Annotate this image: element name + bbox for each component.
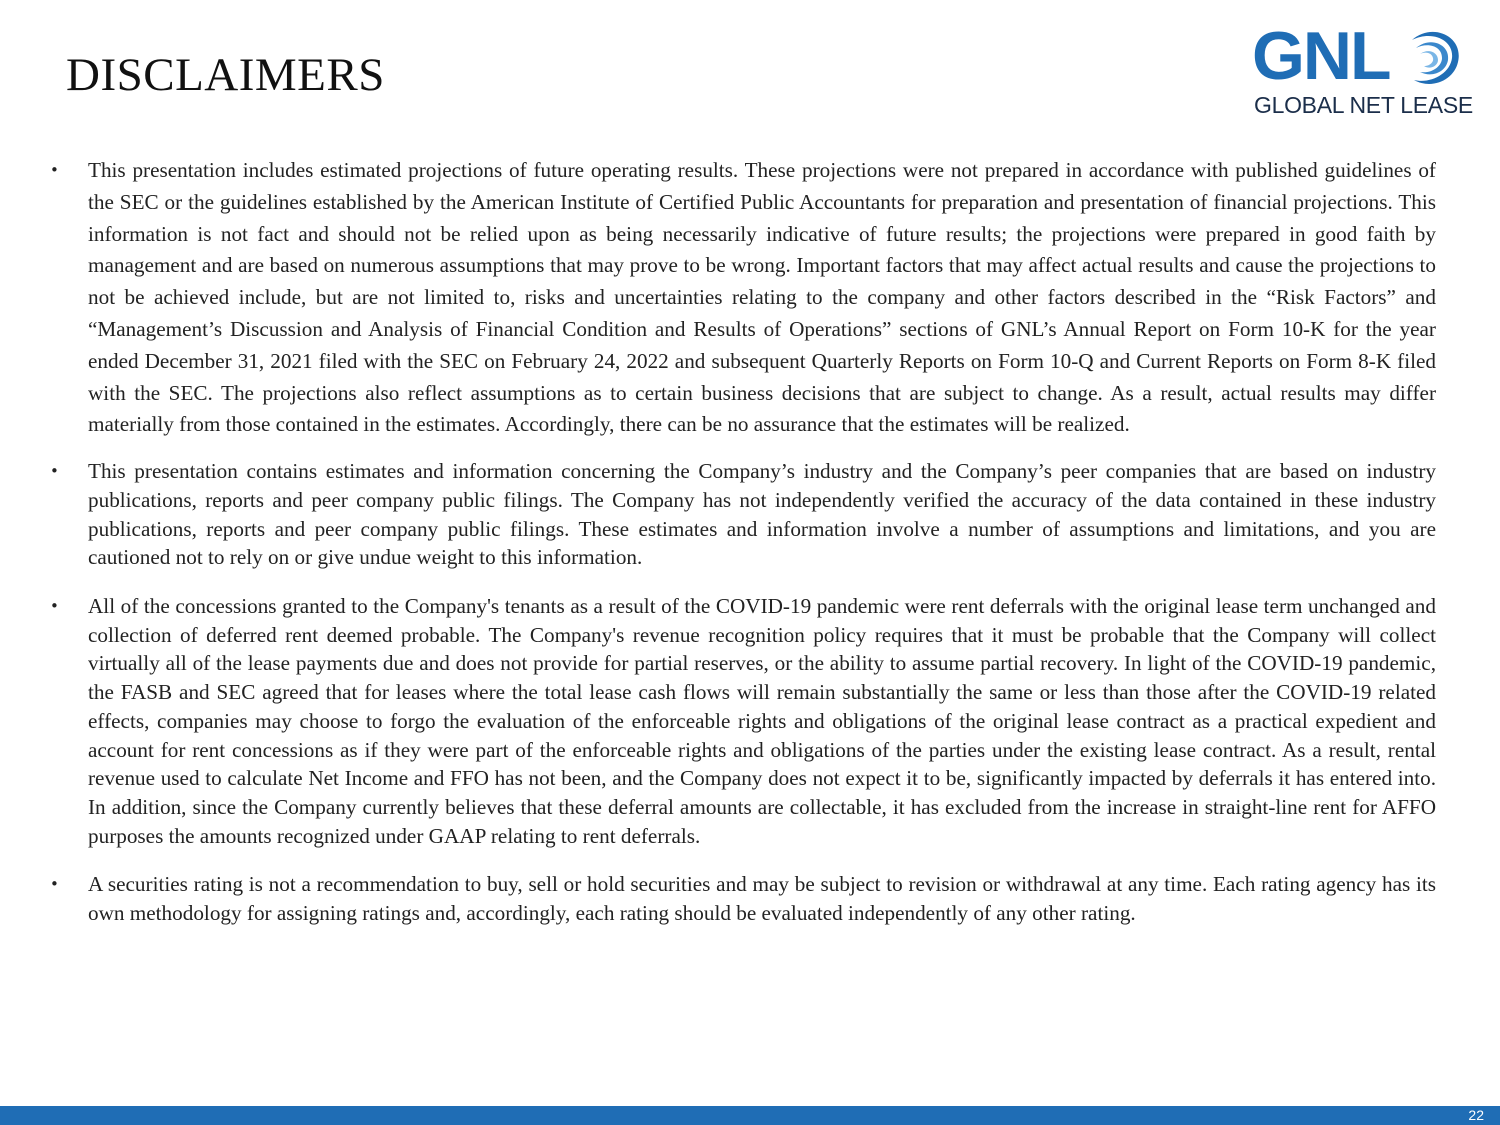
disclaimer-text: All of the concessions granted to the Company's tenants as a result of the COVID-19 pandemic were rent deferrals with the original lease term unchanged and collection of deferred rent deemed probable. The Company's revenue recognition policy requires that it must be probable that the Company will collect virtually all of the lease payments due and does not provide for partial reserves, or the ability to assume partial recovery. In light of the COVID-19 pandemic, the FASB and SEC agreed that for leases where the total lease cash flows will remain substantially the same or less than those after the COVID-19 related effects, companies may choose to forgo the evaluation of the enforceable rights and obligations of the original lease contract as a practical expedient and account for rent concessions as if they were part of the enforceable rights and obligations of the parties under the existing lease contract. As a result, rental revenue used to calculate Net Income and FFO has not been, and the Company does not expect it to be, significantly impacted by deferrals it has entered into. In addition, since the Company currently believes that these deferral amounts are collectable, it has excluded from the increase in straight-line rent for AFFO purposes the amounts recognized under GAAP relating to rent deferrals. [88,593,1436,848]
disclaimer-item-projections [50,155,1436,441]
bullet-icon: • [50,875,59,894]
company-logo [1252,18,1473,122]
logo-tagline: GLOBAL NET LEASE [1254,92,1473,118]
gnl-swirl-icon [1402,26,1462,88]
bullet-icon: • [50,161,59,179]
disclaimer-list [50,155,1436,948]
bullet-icon: • [50,462,59,481]
footer-bar [0,1106,1500,1125]
disclaimer-item-securities-rating [50,870,1436,927]
page-number: 22 [1468,1107,1484,1123]
disclaimer-item-industry-data [50,457,1436,572]
disclaimer-text: A securities rating is not a recommendation to buy, sell or hold securities and may be subject to revision or withdrawal at any time. Each rating agency has its own methodology for assigning ratings and, accordingly, each rating should be evaluated independently of any other rating. [88,872,1436,926]
logo-wordmark: GNL [1252,18,1390,94]
bullet-icon: • [50,596,59,615]
page-title: DISCLAIMERS [66,49,385,101]
disclaimer-text: This presentation contains estimates and information concerning the Company’s industry and the Company’s peer companies that are based on industry publications, reports and peer company public filings. The Company has not independently verified the accuracy of the data contained in these industry publications, reports and peer company public filings. These estimates and information involve a number of assumptions and limitations, and you are cautioned not to rely on or give undue weight to this information. [88,459,1436,570]
disclaimer-item-covid-concessions [50,592,1436,850]
disclaimer-text: This presentation includes estimated projections of future operating results. These projections were not prepared in accordance with published guidelines of the SEC or the guidelines established by the American Institute of Certified Public Accountants for preparation and presentation of financial projections. This information is not fact and should not be relied upon as being necessarily indicative of future results; the projections were prepared in good faith by management and are based on numerous assumptions that may prove to be wrong. Important factors that may affect actual results and cause the projections to not be achieved include, but are not limited to, risks and uncertainties relating to the company and other factors described in the “Risk Factors” and “Management’s Discussion and Analysis of Financial Condition and Results of Operations” sections of GNL’s Annual Report on Form 10-K for the year ended December 31, 2021 filed with the SEC on February 24, 2022 and subsequent Quarterly Reports on Form 10-Q and Current Reports on Form 8-K filed with the SEC. The projections also reflect assumptions as to certain business decisions that are subject to change. As a result, actual results may differ materially from those contained in the estimates. Accordingly, there can be no assurance that the estimates will be realized. [88,158,1436,437]
